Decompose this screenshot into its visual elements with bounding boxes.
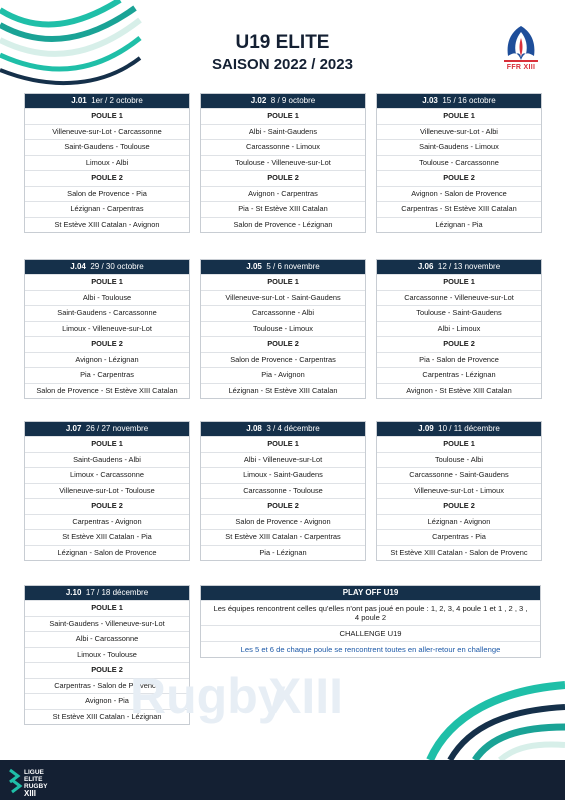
pool-label: POULE 1 [25, 436, 189, 452]
match-row: Avignon - Carpentras [201, 186, 365, 202]
match-row: Saint-Gaudens - Carcassonne [25, 305, 189, 321]
match-row: Carcassonne - Toulouse [201, 483, 365, 499]
round-date: 26 / 27 novembre [85, 424, 149, 433]
match-row: Salon de Provence - Pia [25, 186, 189, 202]
match-row: Pia - Lézignan [201, 545, 365, 561]
ligue-elite-rugby-xiii-logo-icon [8, 766, 66, 796]
pool-label: POULE 2 [25, 498, 189, 514]
round-header [25, 260, 189, 274]
pool-label: POULE 1 [377, 274, 541, 290]
round-card [376, 93, 542, 233]
match-row: Lézignan - Avignon [377, 514, 541, 530]
page-title: U19 ELITE [235, 32, 330, 53]
match-row: Albi - Carcassonne [25, 631, 189, 647]
match-row: Toulouse - Carcassonne [377, 155, 541, 171]
round-date: 12 / 13 novembre [437, 262, 501, 271]
round-date: 1er / 2 octobre [91, 96, 143, 105]
round-card [24, 421, 190, 561]
match-row: Carcassonne - Villeneuve-sur-Lot [377, 290, 541, 306]
round-card [200, 421, 366, 561]
match-row: Lézignan - Carpentras [25, 201, 189, 217]
svg-text:Rugby: Rugby [130, 668, 286, 724]
match-row: Pia - Salon de Provence [377, 352, 541, 368]
match-row: Saint-Gaudens - Albi [25, 452, 189, 468]
season-subtitle: SAISON 2022 / 2023 [212, 56, 353, 73]
round-number: J.09 [418, 424, 434, 433]
round-card [376, 421, 542, 561]
match-row: Carpentras - Lézignan [377, 367, 541, 383]
playoff-panel [200, 585, 541, 658]
match-row: Carpentras - Salon de Provence [25, 678, 189, 694]
round-header [25, 586, 189, 600]
playoff-description: Les équipes rencontrent celles qu'elles n'ont pas joué en poule : 1, 2, 3, 4 poule 1 et 1 , 2 , 3 , 4 poule 2 [201, 600, 540, 625]
match-row: Carpentras - Avignon [25, 514, 189, 530]
playoff-title: PLAY OFF U19 [201, 586, 540, 600]
footer-logo-line: XIII [24, 789, 37, 798]
match-row: Villeneuve-sur-Lot - Saint-Gaudens [201, 290, 365, 306]
pool-label: POULE 2 [25, 170, 189, 186]
match-row: Limoux - Carcassonne [25, 467, 189, 483]
match-row: Toulouse - Villeneuve-sur-Lot [201, 155, 365, 171]
match-row: Toulouse - Saint-Gaudens [377, 305, 541, 321]
match-row: Carpentras - St Estève XIII Catalan [377, 201, 541, 217]
match-row: Carcassonne - Limoux [201, 139, 365, 155]
match-row: Albi - Limoux [377, 321, 541, 337]
pool-label: POULE 2 [201, 336, 365, 352]
match-row: Pia - Carpentras [25, 367, 189, 383]
pool-label: POULE 1 [25, 108, 189, 124]
match-row: Pia - Avignon [201, 367, 365, 383]
match-row: Limoux - Toulouse [25, 647, 189, 663]
match-row: Limoux - Saint-Gaudens [201, 467, 365, 483]
pool-label: POULE 1 [377, 108, 541, 124]
match-row: Avignon - St Estève XIII Catalan [377, 383, 541, 399]
round-card [376, 259, 542, 399]
round-header [377, 94, 541, 108]
match-row: Saint-Gaudens - Limoux [377, 139, 541, 155]
pool-label: POULE 1 [377, 436, 541, 452]
pool-label: POULE 1 [201, 274, 365, 290]
match-row: Avignon - Salon de Provence [377, 186, 541, 202]
logo-label: FFR XIII [506, 64, 536, 71]
round-header [377, 422, 541, 436]
match-row: Albi - Toulouse [25, 290, 189, 306]
round-card [200, 259, 366, 399]
match-row: Albi - Villeneuve-sur-Lot [201, 452, 365, 468]
footer-logo-line: ELITE [24, 776, 43, 783]
round-date: 8 / 9 octobre [270, 96, 316, 105]
match-row: Salon de Provence - Carpentras [201, 352, 365, 368]
pool-label: POULE 1 [201, 108, 365, 124]
match-row: Lézignan - Pia [377, 217, 541, 233]
pool-label: POULE 2 [377, 336, 541, 352]
pool-label: POULE 1 [201, 436, 365, 452]
decorative-stripes-bottom-right [390, 655, 565, 760]
pool-label: POULE 2 [201, 498, 365, 514]
round-header [201, 260, 365, 274]
pool-label: POULE 1 [25, 274, 189, 290]
match-row: Toulouse - Albi [377, 452, 541, 468]
round-date: 10 / 11 décembre [438, 424, 500, 433]
match-row: Limoux - Albi [25, 155, 189, 171]
match-row: Pia - St Estève XIII Catalan [201, 201, 365, 217]
pool-label: POULE 2 [25, 662, 189, 678]
round-header [201, 422, 365, 436]
match-row: Carcassonne - Saint-Gaudens [377, 467, 541, 483]
round-number: J.05 [246, 262, 262, 271]
footer-logo-line: RUGBY [24, 783, 48, 790]
match-row: Limoux - Villeneuve-sur-Lot [25, 321, 189, 337]
round-number: J.01 [71, 96, 87, 105]
round-card [200, 93, 366, 233]
round-number: J.10 [65, 588, 82, 597]
match-row: St Estève XIII Catalan - Lézignan [25, 709, 189, 725]
match-row: Villeneuve-sur-Lot - Toulouse [25, 483, 189, 499]
match-row: Salon de Provence - St Estève XIII Catalan [25, 383, 189, 399]
match-row: Salon de Provence - Lézignan [201, 217, 365, 233]
match-row: Salon de Provence - Avignon [201, 514, 365, 530]
match-row: Saint-Gaudens - Villeneuve-sur-Lot [25, 616, 189, 632]
match-row: Toulouse - Limoux [201, 321, 365, 337]
round-date: 3 / 4 décembre [266, 424, 320, 433]
round-date: 5 / 6 novembre [266, 262, 320, 271]
challenge-description: Les 5 et 6 de chaque poule se rencontrent toutes en aller-retour en challenge [201, 641, 540, 657]
round-number: J.06 [417, 262, 434, 271]
round-header [201, 94, 365, 108]
match-row: Lézignan - Salon de Provence [25, 545, 189, 561]
pool-label: POULE 2 [377, 498, 541, 514]
pool-label: POULE 2 [25, 336, 189, 352]
match-row: Saint-Gaudens - Toulouse [25, 139, 189, 155]
challenge-title: CHALLENGE U19 [201, 625, 540, 641]
match-row: Villeneuve-sur-Lot - Albi [377, 124, 541, 140]
round-date: 15 / 16 octobre [442, 96, 496, 105]
match-row: Villeneuve-sur-Lot - Carcassonne [25, 124, 189, 140]
round-date: 29 / 30 octobre [90, 262, 144, 271]
footer-logo-line: LIGUE [24, 769, 44, 776]
pool-label: POULE 2 [377, 170, 541, 186]
round-number: J.04 [70, 262, 86, 271]
svg-text:XIII: XIII [268, 668, 344, 724]
round-header [377, 260, 541, 274]
round-header [25, 422, 189, 436]
pool-label: POULE 2 [201, 170, 365, 186]
match-row: St Estève XIII Catalan - Pia [25, 529, 189, 545]
round-card [24, 259, 190, 399]
match-row: St Estève XIII Catalan - Carpentras [201, 529, 365, 545]
round-number: J.08 [246, 424, 262, 433]
round-number: J.07 [65, 424, 82, 433]
match-row: St Estève XIII Catalan - Salon de Provenc [377, 545, 541, 561]
round-card [24, 93, 190, 233]
round-header [25, 94, 189, 108]
match-row: Villeneuve-sur-Lot - Limoux [377, 483, 541, 499]
footer-bar [0, 760, 565, 800]
match-row: Avignon - Pia [25, 693, 189, 709]
match-row: Avignon - Lézignan [25, 352, 189, 368]
match-row: Albi - Saint-Gaudens [201, 124, 365, 140]
match-row: Carcassonne - Albi [201, 305, 365, 321]
round-number: J.03 [422, 96, 438, 105]
pool-label: POULE 1 [25, 600, 189, 616]
match-row: Carpentras - Pia [377, 529, 541, 545]
round-date: 17 / 18 décembre [85, 588, 149, 597]
match-row: Lézignan - St Estève XIII Catalan [201, 383, 365, 399]
round-number: J.02 [250, 96, 267, 105]
rugby-xiii-watermark [130, 665, 344, 725]
match-row: St Estève XIII Catalan - Avignon [25, 217, 189, 233]
